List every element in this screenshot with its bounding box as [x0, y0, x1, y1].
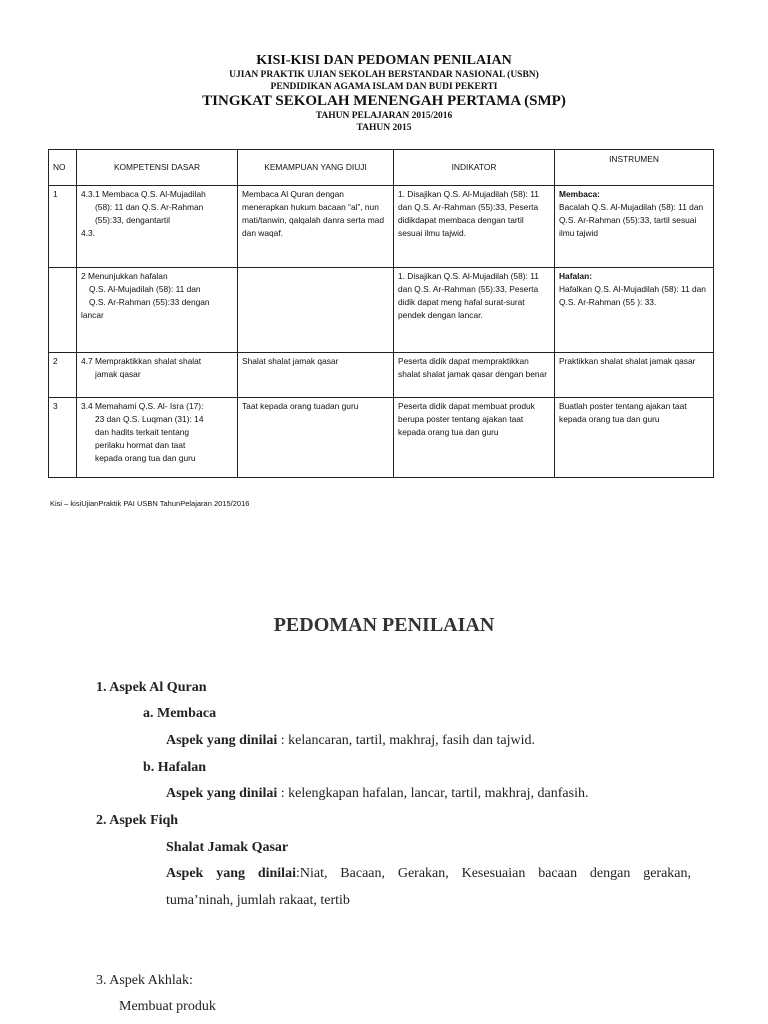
- table-footnote: Kisi – kisiUjianPraktik PAI USBN TahunPelajaran 2015/2016: [50, 499, 250, 508]
- table-row: [49, 268, 714, 353]
- kd-line: 2 Menunjukkan hafalan: [81, 271, 168, 281]
- kd-line: dan hadits terkait tentang: [95, 427, 190, 437]
- kd-line: 4.7 Mempraktikkan shalat shalat: [81, 356, 202, 366]
- cell-indikator: Peserta didik dapat mempraktikkan shalat shalat jamak qasar dengan benar: [394, 353, 555, 398]
- document-header: [0, 52, 768, 134]
- criteria-value: :Niat, Bacaan, Gerakan, Kesesuaian bacaan dengan gerakan,: [295, 866, 691, 881]
- kd-line: lancar: [81, 310, 104, 320]
- sub-membaca-heading: a. Membaca: [143, 706, 217, 721]
- table-row: [49, 398, 714, 478]
- cell-instrumen: Praktikkan shalat shalat jamak qasar: [555, 353, 714, 398]
- criteria-key: Aspek yang dinilai: [166, 866, 296, 881]
- cell-kemampuan: Taat kepada orang tuadan guru: [238, 398, 394, 478]
- pedoman-title: PEDOMAN PENILAIAN: [273, 614, 495, 636]
- header-instrumen: INSTRUMEN: [555, 150, 714, 186]
- kd-line: (58): 11 dan Q.S. Ar-Rahman: [95, 202, 204, 212]
- kd-line: 23 dan Q.S. Luqman (31): 14: [95, 414, 204, 424]
- academic-year: TAHUN PELAJARAN 2015/2016: [315, 111, 453, 121]
- subject-name: PENDIDIKAN AGAMA ISLAM DAN BUDI PEKERTI: [270, 82, 498, 92]
- cell-kemampuan: Membaca Al Quran dengan menerapkan hukum bacaan “al”, nun mati/tanwin, qalqalah danra serta mad dan waqaf.: [238, 186, 394, 268]
- year: TAHUN 2015: [356, 123, 412, 133]
- hafalan-criteria: [166, 786, 588, 802]
- header-indikator: INDIKATOR: [394, 150, 555, 186]
- kd-line: jamak qasar: [95, 369, 141, 379]
- cell-no: 2: [49, 353, 77, 398]
- school-level: TINGKAT SEKOLAH MENENGAH PERTAMA (SMP): [202, 93, 566, 109]
- kd-line: perilaku hormat dan taat: [95, 440, 186, 450]
- cell-kompetensi: [77, 268, 238, 353]
- criteria-key: Aspek yang dinilai: [166, 786, 278, 801]
- exam-name: UJIAN PRAKTIK UJIAN SEKOLAH BERSTANDAR NASIONAL (USBN): [229, 70, 539, 80]
- doc-title: KISI-KISI DAN PEDOMAN PENILAIAN: [256, 53, 512, 68]
- instrumen-label: Membaca:: [559, 189, 600, 199]
- akhlak-subheading: Membuat produk: [119, 999, 216, 1014]
- cell-instrumen: Buatlah poster tentang ajakan taat kepada orang tua dan guru: [555, 398, 714, 478]
- kd-line: 4.3.1 Membaca Q.S. Al-Mujadilah: [81, 189, 206, 199]
- aspect-alquran-heading: 1. Aspek Al Quran: [96, 680, 207, 695]
- kisi-kisi-table: [48, 149, 714, 478]
- header-kompetensi: KOMPETENSI DASAR: [77, 150, 238, 186]
- sub-hafalan-heading: b. Hafalan: [143, 760, 207, 775]
- kd-line: kepada orang tua dan guru: [95, 453, 196, 463]
- kd-line: 4.3.: [81, 228, 95, 238]
- cell-kemampuan: [238, 268, 394, 353]
- instrumen-label: Hafalan:: [559, 271, 593, 281]
- fiqh-criteria: [166, 866, 691, 882]
- kd-line: (55):33, dengantartil: [95, 215, 170, 225]
- cell-indikator: 1. Disajikan Q.S. Al-Mujadilah (58): 11 dan Q.S. Ar-Rahman (55):33, Peserta didikdapat membaca dengan tartil sesuai ilmu tajwid.: [394, 186, 555, 268]
- cell-no: [49, 268, 77, 353]
- membaca-criteria: [166, 733, 535, 749]
- fiqh-subheading: Shalat Jamak Qasar: [166, 840, 289, 855]
- criteria-key: Aspek yang dinilai: [166, 733, 278, 748]
- aspect-fiqh-heading: 2. Aspek Fiqh: [96, 813, 179, 828]
- header-kemampuan: KEMAMPUAN YANG DIUJI: [238, 150, 394, 186]
- header-no: NO: [49, 150, 77, 186]
- cell-instrumen: [555, 186, 714, 268]
- kd-line: Q.S. Ar-Rahman (55):33 dengan: [89, 297, 210, 307]
- aspect-akhlak-heading: 3. Aspek Akhlak:: [96, 973, 193, 988]
- cell-kompetensi: [77, 353, 238, 398]
- cell-no: 3: [49, 398, 77, 478]
- criteria-value: : kelengkapan hafalan, lancar, tartil, makhraj, danfasih.: [277, 786, 589, 801]
- fiqh-criteria-cont: tuma’ninah, jumlah rakaat, tertib: [166, 893, 350, 908]
- cell-instrumen: [555, 268, 714, 353]
- instrumen-text: Hafalkan Q.S. Al-Mujadilah (58): 11 dan Q.S. Ar-Rahman (55 ): 33.: [559, 284, 706, 307]
- cell-kemampuan: Shalat shalat jamak qasar: [238, 353, 394, 398]
- table-header-row: [49, 150, 714, 186]
- table-row: [49, 186, 714, 268]
- cell-indikator: 1. Disajikan Q.S. Al-Mujadilah (58): 11 dan Q.S. Ar-Rahman (55):33, Peserta didik dapat meng hafal surat-surat pendek dengan lancar.: [394, 268, 555, 353]
- cell-no: 1: [49, 186, 77, 268]
- cell-kompetensi: [77, 398, 238, 478]
- kd-line: Q.S. Al-Mujadilah (58): 11 dan: [89, 284, 201, 294]
- cell-kompetensi: [77, 186, 238, 268]
- criteria-value: : kelancaran, tartil, makhraj, fasih dan tajwid.: [277, 733, 536, 748]
- instrumen-text: Bacalah Q.S. Al-Mujadilah (58): 11 dan Q.S. Ar-Rahman (55):33, tartil sesuai ilmu tajwid: [559, 202, 704, 238]
- cell-indikator: Peserta didik dapat membuat produk berupa poster tentang ajakan taat kepada orang tua dan guru: [394, 398, 555, 478]
- kd-line: 3.4 Memahami Q.S. Al- Isra (17):: [81, 401, 204, 411]
- table-row: [49, 353, 714, 398]
